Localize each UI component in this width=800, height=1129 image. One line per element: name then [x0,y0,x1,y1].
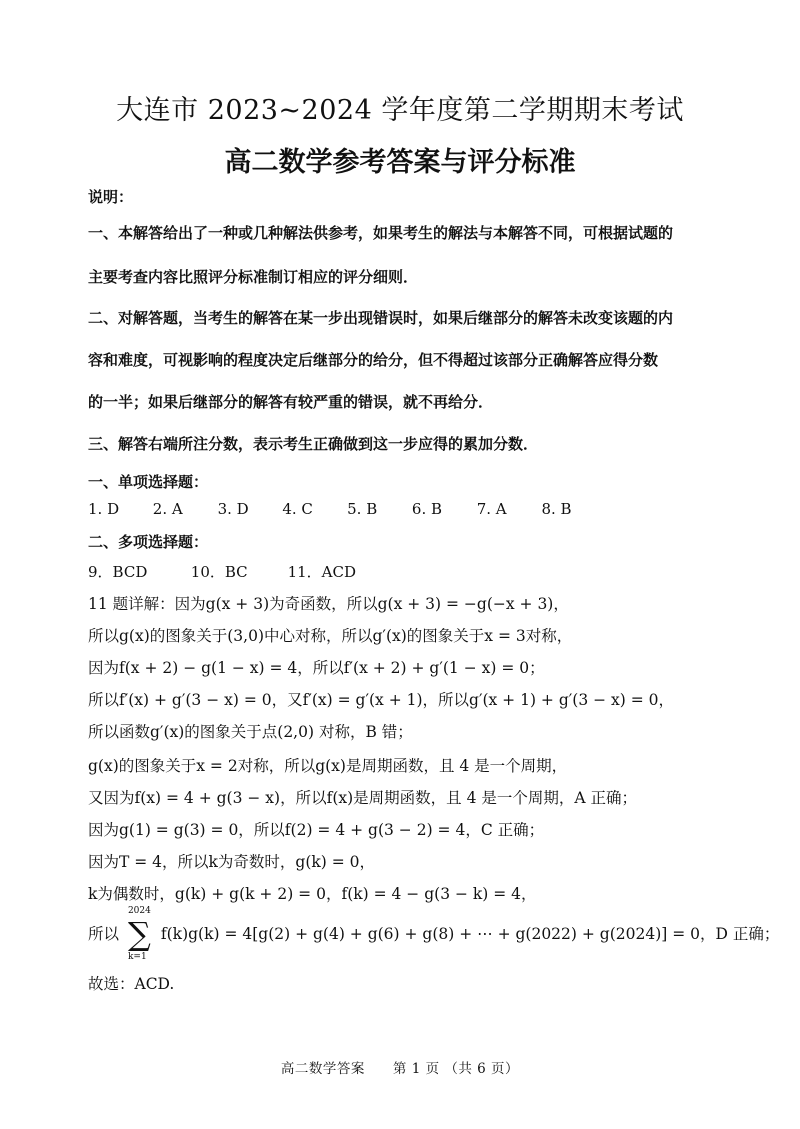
exam-subtitle: 高二数学参考答案与评分标准 [224,147,576,178]
answer-item: 9．BCD [88,563,148,581]
explanation-line: 又因为f(x) = 4 + g(3 − x)，所以f(x)是周期函数，且 4 是一个周期，A 正确； [88,789,637,807]
summation-prefix: 所以 [88,925,120,943]
multi-choice-answers [88,561,378,582]
answer-item: 8. B [541,500,572,518]
explanation-line: 所以f′(x) + g′(3 − x) = 0，又f′(x) = g′(x + 1)，所以g′(x + 1) + g′(3 − x) = 0， [88,691,675,709]
conclusion: 故选：ACD. [88,975,175,993]
answer-item: 7. A [476,500,507,518]
answer-item: 11．ACD [287,563,356,581]
sum-lower-limit: k=1 [127,952,147,962]
note-line: 三、解答右端所注分数，表示考生正确做到这一步应得的累加分数． [88,435,539,453]
explanation-line: 所以g(x)的图象关于(3,0)中心对称，所以g′(x)的图象关于x = 3对称， [88,627,573,645]
answer-item: 6. B [411,500,443,518]
explanation-line: g(x)的图象关于x = 2对称，所以g(x)是周期函数，且 4 是一个周期， [88,757,568,775]
answer-item: 1. D [88,500,120,518]
note-line: 主要考查内容比照评分标准制订相应的评分细则． [88,268,419,286]
explanation-line: 因为f(x + 2) − g(1 − x) = 4，所以f′(x + 2) + g′(1 − x) = 0； [88,659,545,677]
note-line: 容和难度，可视影响的程度决定后继部分的给分，但不得超过该部分正确解答应得分数 [88,351,659,369]
explanation-line: 因为g(1) = g(3) = 0，所以f(2) = 4 + g(3 − 2) = 4，C 正确； [88,821,545,839]
sum-upper-limit: 2024 [127,906,151,916]
answer-item: 5. B [347,500,378,518]
single-choice-heading: 一、单项选择题： [88,473,209,491]
note-line: 的一半；如果后继部分的解答有较严重的错误，就不再给分． [88,393,494,411]
summation-line [88,906,780,962]
summation-sigma [126,906,154,962]
exam-title: 大连市 2023~2024 学年度第二学期期末考试 [116,95,684,126]
sigma-icon: ∑ [127,915,151,953]
answer-item: 10．BC [190,563,248,581]
page-footer: 高二数学答案 第 1 页 （共 6 页） [280,1061,520,1077]
summation-expression: f(k)g(k) = 4[g(2) + g(4) + g(6) + g(8) + ⋯ + g(2022) + g(2024)] = 0，D 正确； [160,925,780,943]
answer-item: 4. C [282,500,313,518]
answer-item: 3. D [217,500,249,518]
explanation-line: 因为T = 4，所以k为奇数时，g(k) = 0， [88,853,376,871]
explanation-line: 11 题详解：因为g(x + 3)为奇函数，所以g(x + 3) = −g(−x + 3)， [88,595,569,613]
explanation-line: k为偶数时，g(k) + g(k + 2) = 0，f(k) = 4 − g(3 − k) = 4， [88,885,537,903]
multi-choice-heading: 二、多项选择题： [88,533,209,551]
answer-item: 2. A [152,500,183,518]
single-choice-answers [88,500,601,518]
notes-heading: 说明： [88,188,134,206]
note-line: 一、本解答给出了一种或几种解法供参考，如果考生的解法与本解答不同，可根据试题的 [88,224,674,242]
explanation-line: 所以函数g′(x)的图象关于点(2,0) 对称，B 错； [88,723,413,741]
note-line: 二、对解答题，当考生的解答在某一步出现错误时，如果后继部分的解答未改变该题的内 [88,309,674,327]
